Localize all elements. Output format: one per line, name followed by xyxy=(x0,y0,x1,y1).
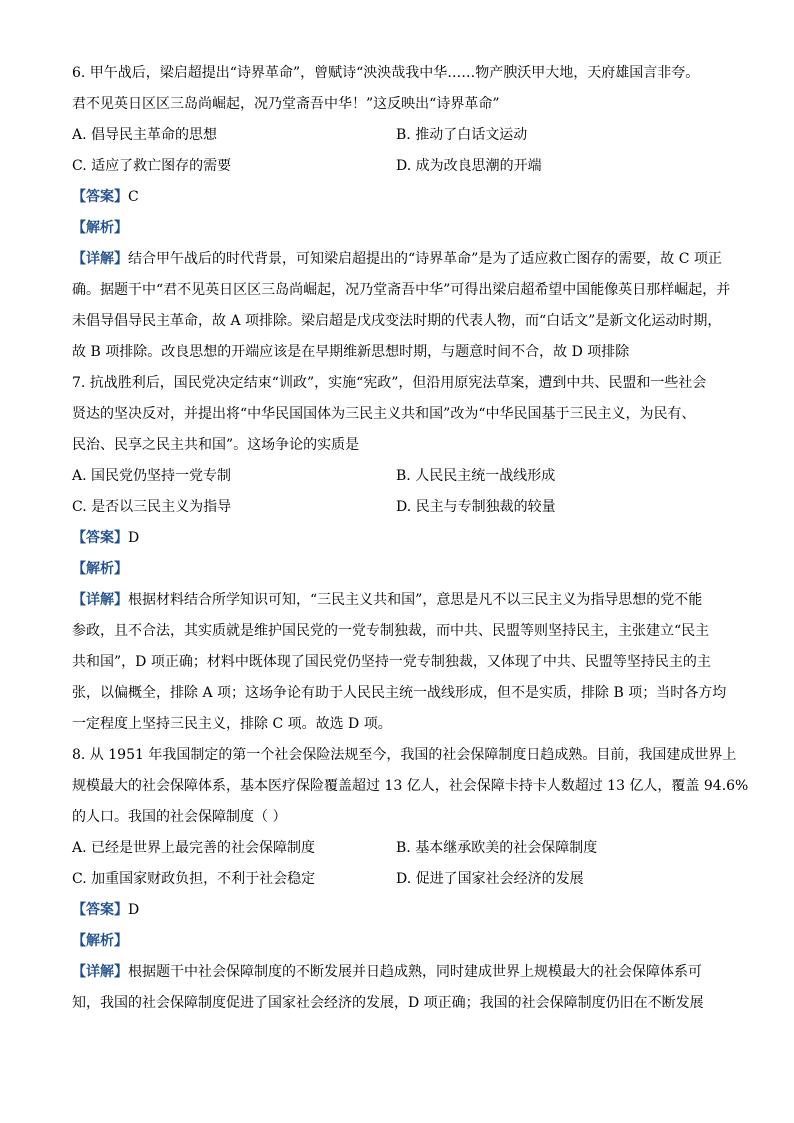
options-row xyxy=(72,151,722,182)
answer-tag: 【答案】 xyxy=(72,530,128,546)
detail-text: 结合甲午战后的时代背景，可知梁启超提出的“诗界革命”是为了适应救亡图存的需要，故 C 项正 xyxy=(128,251,722,267)
analysis-tag: 【解析】 xyxy=(72,220,128,236)
options-row xyxy=(72,492,722,523)
analysis-line xyxy=(72,926,722,957)
option-b: B. 基本继承欧美的社会保障制度 xyxy=(396,840,598,856)
detail-text: 根据材料结合所学知识可知，“三民主义共和国”，意思是凡不以三民主义为指导思想的党不能 xyxy=(128,592,703,608)
option-b: B. 推动了白话文运动 xyxy=(396,127,528,143)
options-row xyxy=(72,833,722,864)
answer-line xyxy=(72,523,722,554)
option-c: C. 加重国家财政负担，不利于社会稳定 xyxy=(72,871,316,887)
question-stem-line: 规模最大的社会保障体系，基本医疗保险覆盖超过 13 亿人，社会保障卡持卡人数超过 13 亿人，覆盖 94.6% xyxy=(72,778,749,794)
detail-line xyxy=(72,244,722,275)
answer-tag: 【答案】 xyxy=(72,902,128,918)
analysis-line xyxy=(72,554,722,585)
detail-line: 知，我国的社会保障制度促进了国家社会经济的发展，D 项正确；我国的社会保障制度仍旧在不断发展 xyxy=(72,995,704,1011)
option-d: D. 民主与专制独裁的较量 xyxy=(396,499,556,515)
question-7 xyxy=(72,368,727,740)
option-a: A. 已经是世界上最完善的社会保障制度 xyxy=(72,840,316,856)
option-b: B. 人民民主统一战线形成 xyxy=(396,468,556,484)
detail-line: 张，以偏概全，排除 A 项；这场争论有助于人民民主统一战线形成，但不是实质，排除 B 项；当时各方均 xyxy=(72,685,727,701)
detail-line: 一定程度上坚持三民主义，排除 C 项。故选 D 项。 xyxy=(72,716,392,732)
option-a: A. 国民党仍坚持一党专制 xyxy=(72,468,232,484)
question-stem-line: 8. 从 1951 年我国制定的第一个社会保险法规至今，我国的社会保障制度日趋成熟。目前，我国建成世界上 xyxy=(72,747,737,763)
answer-line xyxy=(72,182,722,213)
option-a: A. 倡导民主革命的思想 xyxy=(72,127,218,143)
answer-value: C xyxy=(128,189,139,205)
answer-value: D xyxy=(128,902,140,918)
detail-line: 参政，且不合法，其实质就是维护国民党的一党专制独裁，而中共、民盟等则坚持民主，主张建立“民主 xyxy=(72,623,710,639)
detail-tag: 【详解】 xyxy=(72,251,128,267)
exam-page xyxy=(72,58,749,1019)
analysis-line xyxy=(72,213,722,244)
detail-tag: 【详解】 xyxy=(72,592,128,608)
question-6 xyxy=(72,58,731,368)
question-stem-line: 7. 抗战胜利后，国民党决定结束“训政”，实施“宪政”，但沿用原宪法草案，遭到中共、民盟和一些社会 xyxy=(72,375,707,391)
analysis-tag: 【解析】 xyxy=(72,561,128,577)
detail-line: 故 B 项排除。改良思想的开端应该是在早期维新思想时期，与题意时间不合，故 D 项排除 xyxy=(72,344,630,360)
analysis-tag: 【解析】 xyxy=(72,933,128,949)
question-stem-line: 贤达的坚决反对，并提出将“中华民国国体为三民主义共和国”改为“中华民国基于三民主义，为民有、 xyxy=(72,406,696,422)
answer-value: D xyxy=(128,530,140,546)
option-c: C. 适应了救亡图存的需要 xyxy=(72,158,232,174)
options-row xyxy=(72,864,722,895)
detail-line: 确。据题干中“君不见英日区区三岛尚崛起，况乃堂斋吾中华”可得出梁启超希望中国能像英日那样崛起，并 xyxy=(72,282,731,298)
question-stem-line: 6. 甲午战后，梁启超提出“诗界革命”，曾赋诗“泱泱哉我中华……物产腴沃甲大地，天府雄国言非夸。 xyxy=(72,65,700,81)
option-d: D. 成为改良思潮的开端 xyxy=(396,158,542,174)
answer-line xyxy=(72,895,722,926)
question-stem-line: 的人口。我国的社会保障制度（ ） xyxy=(72,809,287,825)
question-8 xyxy=(72,740,749,1019)
options-row xyxy=(72,461,722,492)
detail-line: 共和国”，D 项正确；材料中既体现了国民党仍坚持一党专制独裁，又体现了中共、民盟等坚持民主的主 xyxy=(72,654,711,670)
question-stem-line: 君不见英日区区三岛尚崛起，况乃堂斋吾中华！”这反映出“诗界革命” xyxy=(72,96,500,112)
options-row xyxy=(72,120,722,151)
question-stem-line: 民治、民享之民主共和国”。这场争论的实质是 xyxy=(72,437,360,453)
detail-line: 未倡导倡导民主革命，故 A 项排除。梁启超是戊戌变法时期的代表人物，而“白话文”是新文化运动时期， xyxy=(72,313,722,329)
detail-line xyxy=(72,957,722,988)
detail-tag: 【详解】 xyxy=(72,964,128,980)
option-d: D. 促进了国家社会经济的发展 xyxy=(396,871,584,887)
detail-line xyxy=(72,585,722,616)
answer-tag: 【答案】 xyxy=(72,189,128,205)
option-c: C. 是否以三民主义为指导 xyxy=(72,499,232,515)
detail-text: 根据题干中社会保障制度的不断发展并日趋成熟，同时建成世界上规模最大的社会保障体系可 xyxy=(128,964,702,980)
